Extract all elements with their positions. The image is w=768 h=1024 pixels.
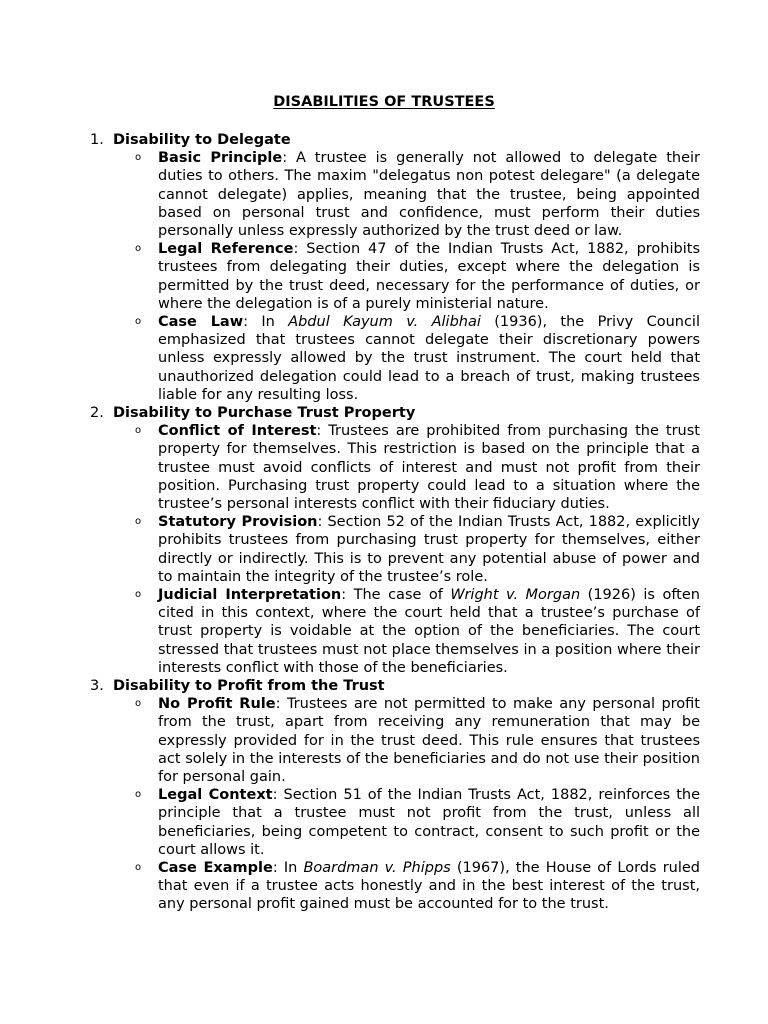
list-item (88, 513, 700, 586)
item-label: Legal Reference (158, 241, 294, 258)
section-items (88, 695, 700, 913)
bullet-icon: o (135, 516, 142, 528)
section-heading (88, 131, 700, 149)
bullet-icon: o (135, 152, 142, 164)
item-text: : Trustees are prohibited from purchasing the trust property for themselves. This restriction is based on the principle that a trustee must avoid conflicts of interest and must not profit from their position. Purchasing trust property could lead to a situation where the trustee’s personal interests conflict with their fiduciary duties. (158, 423, 700, 513)
item-text-before: : In (243, 314, 289, 331)
bullet-icon: o (135, 589, 142, 601)
item-text: : Section 47 of the Indian Trusts Act, 1882, prohibits trustees from delegating their duties, except where the delegation is permitted by the trust deed, necessary for the performance of duties, or where the delegation is of a purely ministerial nature. (158, 241, 700, 312)
section-items (88, 149, 700, 404)
case-name: Wright v. Morgan (450, 587, 581, 604)
list-item (88, 422, 700, 513)
bullet-icon: o (135, 316, 142, 328)
list-item (88, 149, 700, 240)
section-items (88, 422, 700, 677)
item-label: No Profit Rule (158, 696, 276, 713)
page-title: DISABILITIES OF TRUSTEES (273, 94, 495, 110)
item-label: Case Law (158, 314, 244, 331)
list-item (88, 240, 700, 313)
item-label: Case Example (158, 860, 273, 877)
section-number: 3. (90, 678, 104, 695)
item-text: : A trustee is generally not allowed to delegate their duties to others. The maxim "delegatus non potest delegare" (a delegate cannot delegate) applies, meaning that the trustee, being appointed based on personal trust and confidence, must perform their duties personally unless expressly authorized by the trust deed or law. (158, 150, 700, 239)
section-number: 2. (90, 405, 104, 422)
item-label: Basic Principle (158, 150, 283, 167)
section-heading-text: Disability to Purchase Trust Property (113, 405, 416, 422)
section-disability-to-profit (88, 677, 700, 914)
item-label: Judicial Interpretation (158, 587, 342, 604)
case-name: Boardman v. Phipps (303, 860, 451, 877)
section-heading (88, 677, 700, 695)
item-text-after: (1936), the Privy Council emphasized that trustees cannot delegate their discretionary powers unless expressly allowed by the trust instrument. The court held that unauthorized delegation could lead to a breach of trust, making trustees liable for any resulting loss. (158, 314, 700, 403)
section-heading-text: Disability to Delegate (113, 132, 291, 148)
item-text-before: : In (272, 860, 304, 877)
list-item (88, 313, 700, 404)
bullet-icon: o (135, 698, 142, 710)
bullet-icon: o (135, 862, 142, 874)
case-name: Abdul Kayum v. Alibhai (288, 314, 481, 331)
item-text: : Section 51 of the Indian Trusts Act, 1882, reinforces the principle that a trustee must not profit from the trust, unless all beneficiaries, being competent to contract, consent to such profit or the court allows it. (158, 787, 701, 858)
bullet-icon: o (135, 789, 142, 801)
list-item (88, 859, 700, 914)
item-text-before: : The case of (341, 587, 451, 604)
item-text: : Trustees are not permitted to make any personal profit from the trust, apart from receiving any remuneration that may be expressly provided for in the trust deed. This rule ensures that trustees act solely in the interests of the beneficiaries and do not use their position for personal gain. (158, 696, 700, 786)
item-text-after: (1967), the House of Lords ruled that even if a trustee acts honestly and in the best interest of the trust, any personal profit gained must be accounted for to the trust. (158, 860, 701, 913)
bullet-icon: o (135, 425, 142, 437)
section-heading (88, 404, 700, 422)
section-heading-text: Disability to Profit from the Trust (113, 678, 385, 695)
item-text-after: (1926) is often cited in this context, where the court held that a trustee’s purchase of trust property is voidable at the option of the beneficiaries. The court stressed that trustees must not place themselves in a position where their interests conflict with those of the beneficiaries. (158, 587, 700, 676)
item-label: Statutory Provision (158, 514, 318, 531)
bullet-icon: o (135, 243, 142, 255)
list-item (88, 786, 700, 859)
item-text: : Section 52 of the Indian Trusts Act, 1882, explicitly prohibits trustees from purchasing trust property for themselves, either directly or indirectly. This is to prevent any potential abuse of power and to maintain the integrity of the trustee’s role. (158, 514, 700, 585)
section-number: 1. (90, 132, 104, 148)
document-body (88, 131, 700, 914)
section-disability-to-purchase (88, 404, 700, 677)
list-item (88, 586, 700, 677)
item-label: Legal Context (158, 787, 273, 804)
section-disability-to-delegate (88, 131, 700, 404)
list-item (88, 695, 700, 786)
item-label: Conflict of Interest (158, 423, 317, 440)
